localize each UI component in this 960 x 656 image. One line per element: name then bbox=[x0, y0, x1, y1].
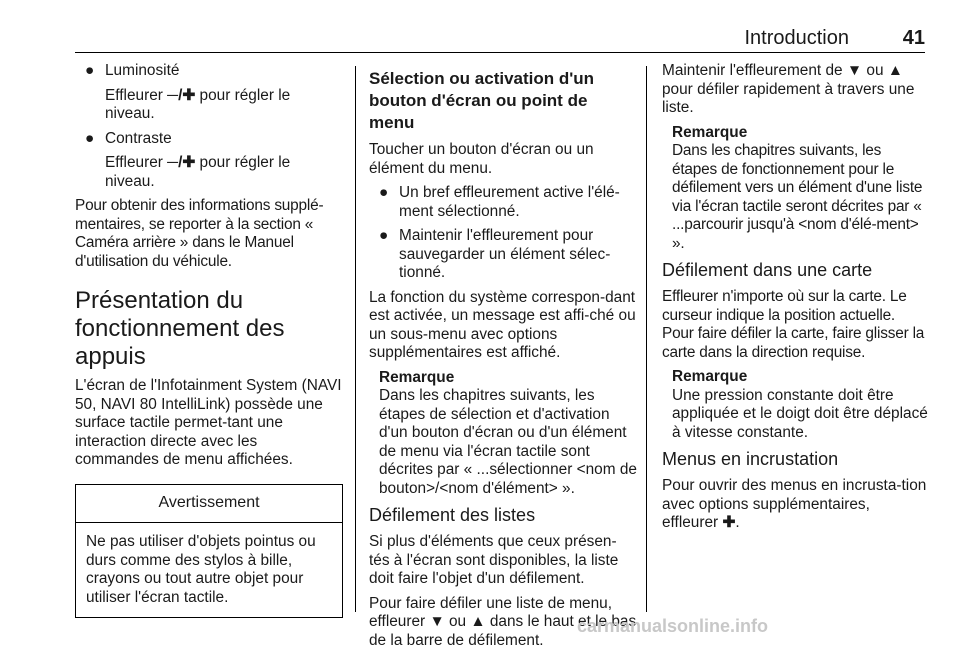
paragraph: Pour ouvrir des menus en incrusta-tion avec options supplémentaires, effleurer ✚. bbox=[662, 477, 927, 531]
contrast-instruction: Effleurer ─/✚ pour régler le niveau. bbox=[105, 154, 291, 190]
paragraph: Effleurer n'importe où sur la carte. Le curseur indique la position actuelle. Pour faire défiler la carte, faire glisser la carte dans la direction requise. bbox=[662, 288, 925, 361]
section-heading: Présentation du fonctionnement des appuis bbox=[75, 287, 285, 370]
paragraph: Toucher un bouton d'écran ou un élément du menu. bbox=[369, 141, 594, 177]
paragraph: L'écran de l'Infotainment System (NAVI 50, NAVI 80 IntelliLink) possède une surface tactile permet-tant une interaction directe avec les commandes de menu affichées. bbox=[75, 377, 342, 468]
paragraph: Si plus d'éléments que ceux présen-tés à l'écran sont disponibles, la liste doit faire l'objet d'un défilement. bbox=[369, 533, 619, 587]
paragraph: La fonction du système correspon-dant est activée, un message est affi-ché ou un sous-menu avec options supplémentaires est affiché. bbox=[369, 288, 636, 361]
bullet-contrast: ● Contraste bbox=[85, 129, 172, 147]
paragraph: Pour faire défiler une liste de menu, effleurer ▼ ou ▲ dans le haut et le bas de la barre de défilement. bbox=[369, 594, 637, 649]
brightness-instruction: Effleurer ─/✚ pour régler le niveau. bbox=[105, 86, 291, 122]
bullet-dot-icon: ● bbox=[379, 227, 389, 244]
bullet-dot-icon: ● bbox=[85, 129, 95, 147]
list-item: ● Maintenir l'effleurement pour sauvegarder un élément sélec-tionné. bbox=[379, 227, 611, 281]
plus-icon: ✚ bbox=[722, 514, 736, 531]
subheading: Défilement des listes bbox=[369, 505, 536, 525]
note-title: Remarque bbox=[672, 123, 748, 141]
column-1 bbox=[75, 62, 343, 618]
note-title: Remarque bbox=[379, 368, 455, 386]
note-text: Une pression constante doit être appliquée et le doigt doit être déplacé à vitesse constante. bbox=[672, 386, 928, 441]
column-3 bbox=[662, 62, 928, 539]
subheading: Menus en incrustation bbox=[662, 449, 839, 469]
warning-text: Ne pas utiliser d'objets pointus ou durs comme des stylos à bille, crayons ou tout autre objet pour utiliser l'écran tactile. bbox=[86, 533, 316, 606]
note-box bbox=[662, 368, 928, 442]
column-divider-1 bbox=[355, 66, 356, 612]
note-text: Dans les chapitres suivants, les étapes de fonctionnement pour le défilement vers un élément d'une liste via l'écran tactile seront décrites par « ...parcourir jusqu'à <nom d'élé-ment> ». bbox=[672, 142, 923, 252]
column-2 bbox=[369, 62, 637, 656]
subheading: Sélection ou activation d'un bouton d'écran ou point de menu bbox=[369, 69, 595, 132]
page-number: 41 bbox=[902, 27, 925, 49]
column-divider-2 bbox=[646, 66, 647, 612]
minus-plus-icon: ─/✚ bbox=[167, 154, 196, 171]
page-header bbox=[75, 27, 925, 49]
paragraph: Pour obtenir des informations supplé-mentaires, se reporter à la section « Caméra arrière » dans le Manuel d'utilisation du véhicule. bbox=[75, 197, 324, 270]
section-title: Introduction bbox=[744, 27, 849, 49]
warning-box bbox=[75, 484, 343, 619]
note-text: Dans les chapitres suivants, les étapes de sélection et d'activation d'un bouton d'écran ou d'un élément de menu via l'écran tactile sont décrites par « ...sélectionner <nom de bouton>/<nom d'élément> ». bbox=[379, 387, 637, 497]
bullet-brightness: ● Luminosité bbox=[85, 62, 180, 79]
minus-plus-icon: ─/✚ bbox=[167, 86, 196, 104]
subheading: Défilement dans une carte bbox=[662, 260, 873, 280]
list-item: ● Un bref effleurement active l'élé-ment sélectionné. bbox=[379, 184, 620, 220]
bullet-dot-icon: ● bbox=[379, 184, 389, 201]
warning-title: Avertissement bbox=[76, 485, 342, 524]
note-box bbox=[369, 369, 637, 499]
note-box bbox=[662, 124, 928, 254]
paragraph: Maintenir l'effleurement de ▼ ou ▲ pour défiler rapidement à travers une liste. bbox=[662, 62, 915, 116]
note-title: Remarque bbox=[672, 368, 748, 385]
watermark: carmanualsonline.info bbox=[577, 616, 769, 636]
bullet-dot-icon: ● bbox=[85, 62, 95, 79]
header-rule bbox=[75, 52, 925, 53]
